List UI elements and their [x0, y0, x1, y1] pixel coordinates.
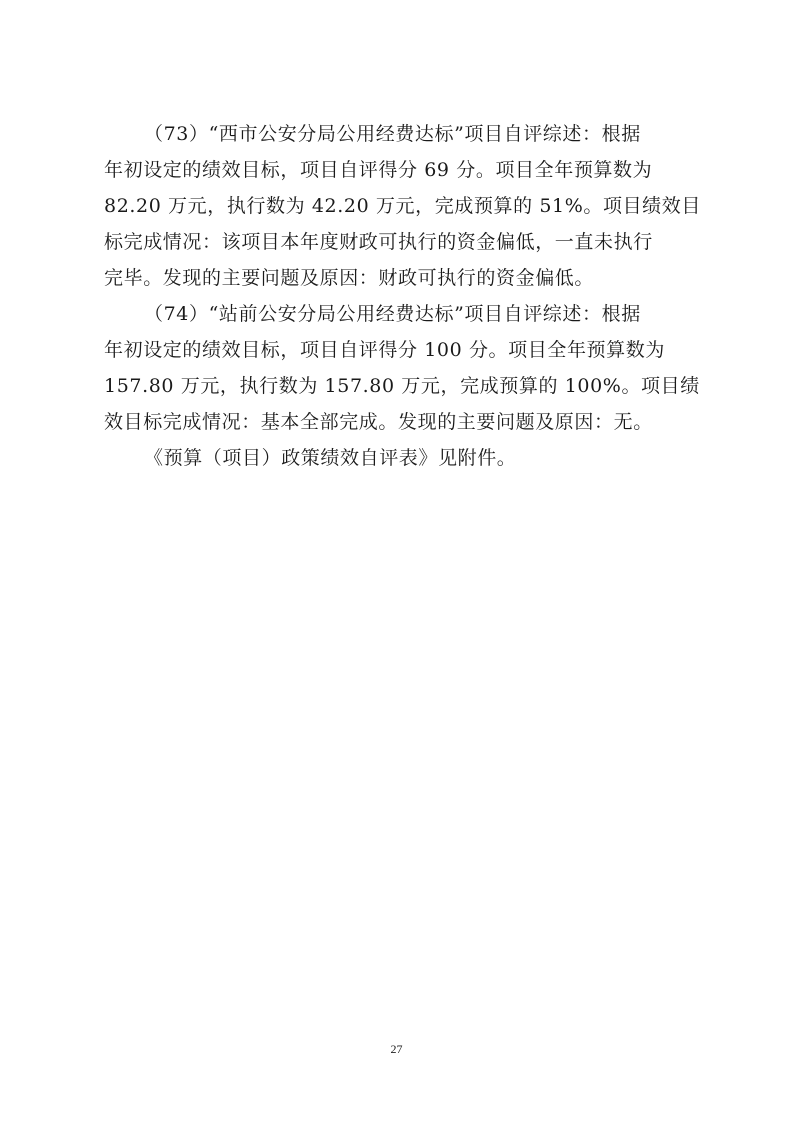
page-number: 27 [390, 1042, 403, 1056]
paragraph-73-line-5: 完毕。发现的主要问题及原因：财政可执行的资金偏低。 [104, 267, 595, 289]
paragraph-74-line-1: （74）“站前公安分局公用经费达标”项目自评综述：根据 [144, 303, 641, 325]
paragraph-74-line-2: 年初设定的绩效目标，项目自评得分 100 分。项目全年预算数为 [104, 339, 665, 361]
paragraph-73-line-3: 82.20 万元，执行数为 42.20 万元，完成预算的 51%。项目绩效目 [104, 195, 701, 217]
paragraph-73-line-2: 年初设定的绩效目标，项目自评得分 69 分。项目全年预算数为 [104, 159, 653, 181]
paragraph-73-line-1: （73）“西市公安分局公用经费达标”项目自评综述：根据 [144, 123, 641, 145]
document-body [104, 116, 701, 476]
paragraph-73-line-4: 标完成情况：该项目本年度财政可执行的资金偏低，一直未执行 [104, 231, 653, 253]
paragraph-74-line-4: 效目标完成情况：基本全部完成。发现的主要问题及原因：无。 [104, 411, 653, 433]
paragraph-74-line-3: 157.80 万元，执行数为 157.80 万元，完成预算的 100%。项目绩 [104, 375, 700, 397]
attachment-note: 《预算（项目）政策绩效自评表》见附件。 [144, 447, 517, 469]
